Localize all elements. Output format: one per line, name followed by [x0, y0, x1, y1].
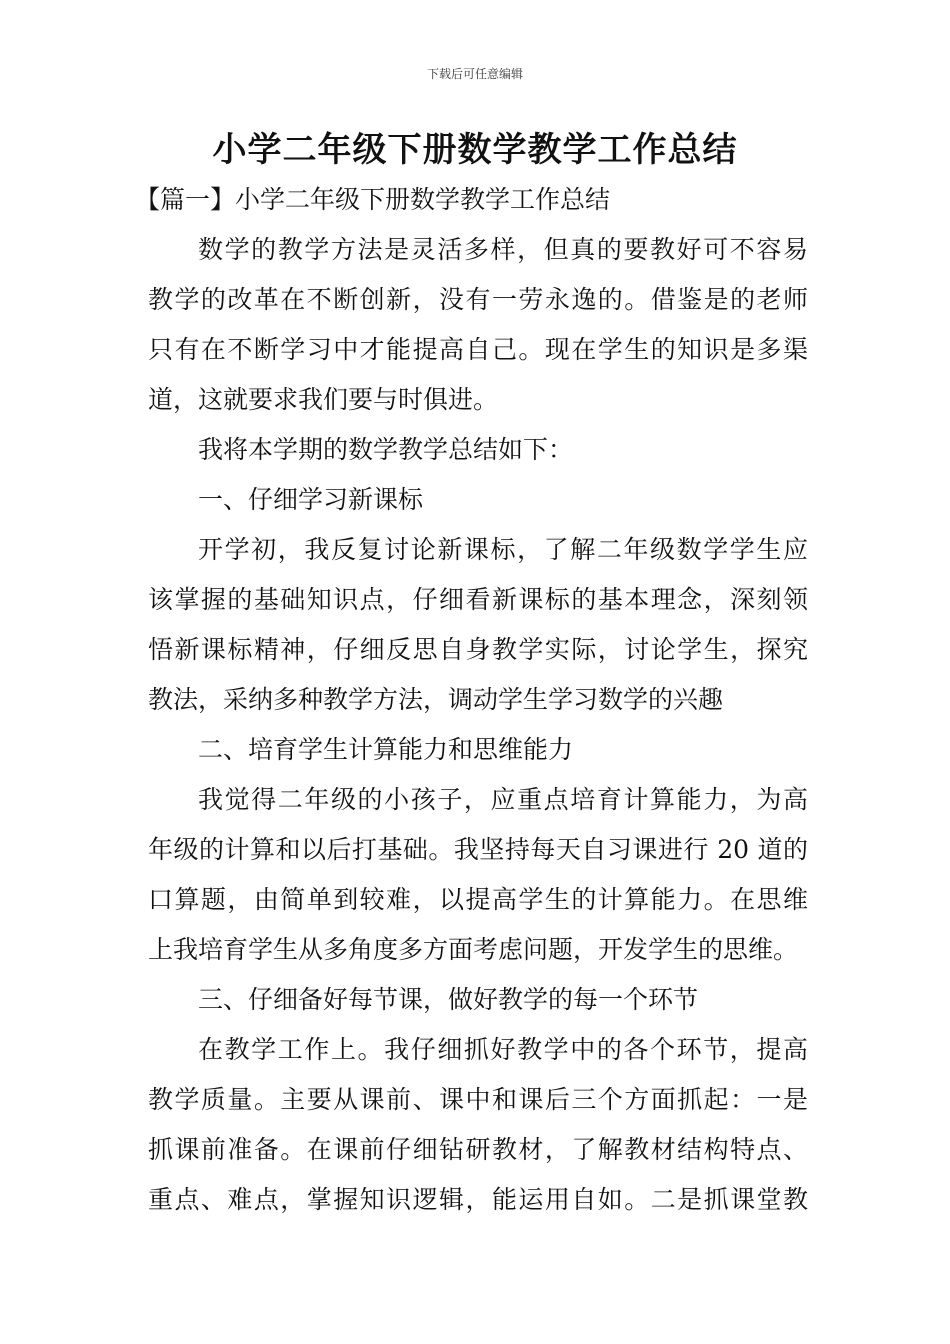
- paragraph-line: 上我培育学生从多角度多方面考虑问题，开发学生的思维。: [148, 935, 799, 964]
- list-heading-2: 二、培育学生计算能力和思维能力: [198, 735, 574, 764]
- document-title: 小学二年级下册数学教学工作总结: [212, 130, 738, 170]
- list-heading-1: 一、仔细学习新课标: [198, 485, 424, 514]
- paragraph-line: 重点、难点，掌握知识逻辑，能运用自如。二是抓课堂教: [148, 1185, 808, 1214]
- paragraph-line: 道，这就要求我们要与时俱进。: [148, 385, 499, 414]
- paragraph-line: 口算题，由简单到较难，以提高学生的计算能力。在思维: [148, 885, 808, 914]
- paragraph-line: 在教学工作上。我仔细抓好教学中的各个环节，提高: [198, 1035, 808, 1064]
- paragraph-line: 我将本学期的数学教学总结如下：: [198, 435, 574, 464]
- paragraph-line: 教学质量。主要从课前、课中和课后三个方面抓起：一是: [148, 1085, 808, 1114]
- paragraph-line: 数学的教学方法是灵活多样，但真的要教好可不容易: [198, 235, 808, 264]
- paragraph-line: 我觉得二年级的小孩子，应重点培育计算能力，为高: [198, 785, 808, 814]
- list-heading-3: 三、仔细备好每节课，做好教学的每一个环节: [198, 985, 699, 1014]
- paragraph-line: 教法，采纳多种教学方法，调动学生学习数学的兴趣: [148, 685, 724, 714]
- paragraph-line: 教学的改革在不断创新，没有一劳永逸的。借鉴是的老师: [148, 285, 808, 314]
- paragraph-line: 悟新课标精神，仔细反思自身教学实际，讨论学生，探究: [148, 635, 808, 664]
- paragraph-line: 开学初，我反复讨论新课标，了解二年级数学学生应: [198, 535, 808, 564]
- paragraph-line: 该掌握的基础知识点，仔细看新课标的基本理念，深刻领: [148, 585, 808, 614]
- page-header-note: 下载后可任意编辑: [426, 67, 523, 81]
- paragraph-line: 年级的计算和以后打基础。我坚持每天自习课进行 20 道的: [148, 835, 808, 864]
- document-body: [135, 175, 808, 1225]
- paragraph-line: 抓课前准备。在课前仔细钻研教材，了解教材结构特点、: [148, 1135, 808, 1164]
- section-heading: 【篇一】小学二年级下册数学教学工作总结: [135, 185, 611, 214]
- paragraph-line: 只有在不断学习中才能提高自己。现在学生的知识是多渠: [148, 335, 808, 364]
